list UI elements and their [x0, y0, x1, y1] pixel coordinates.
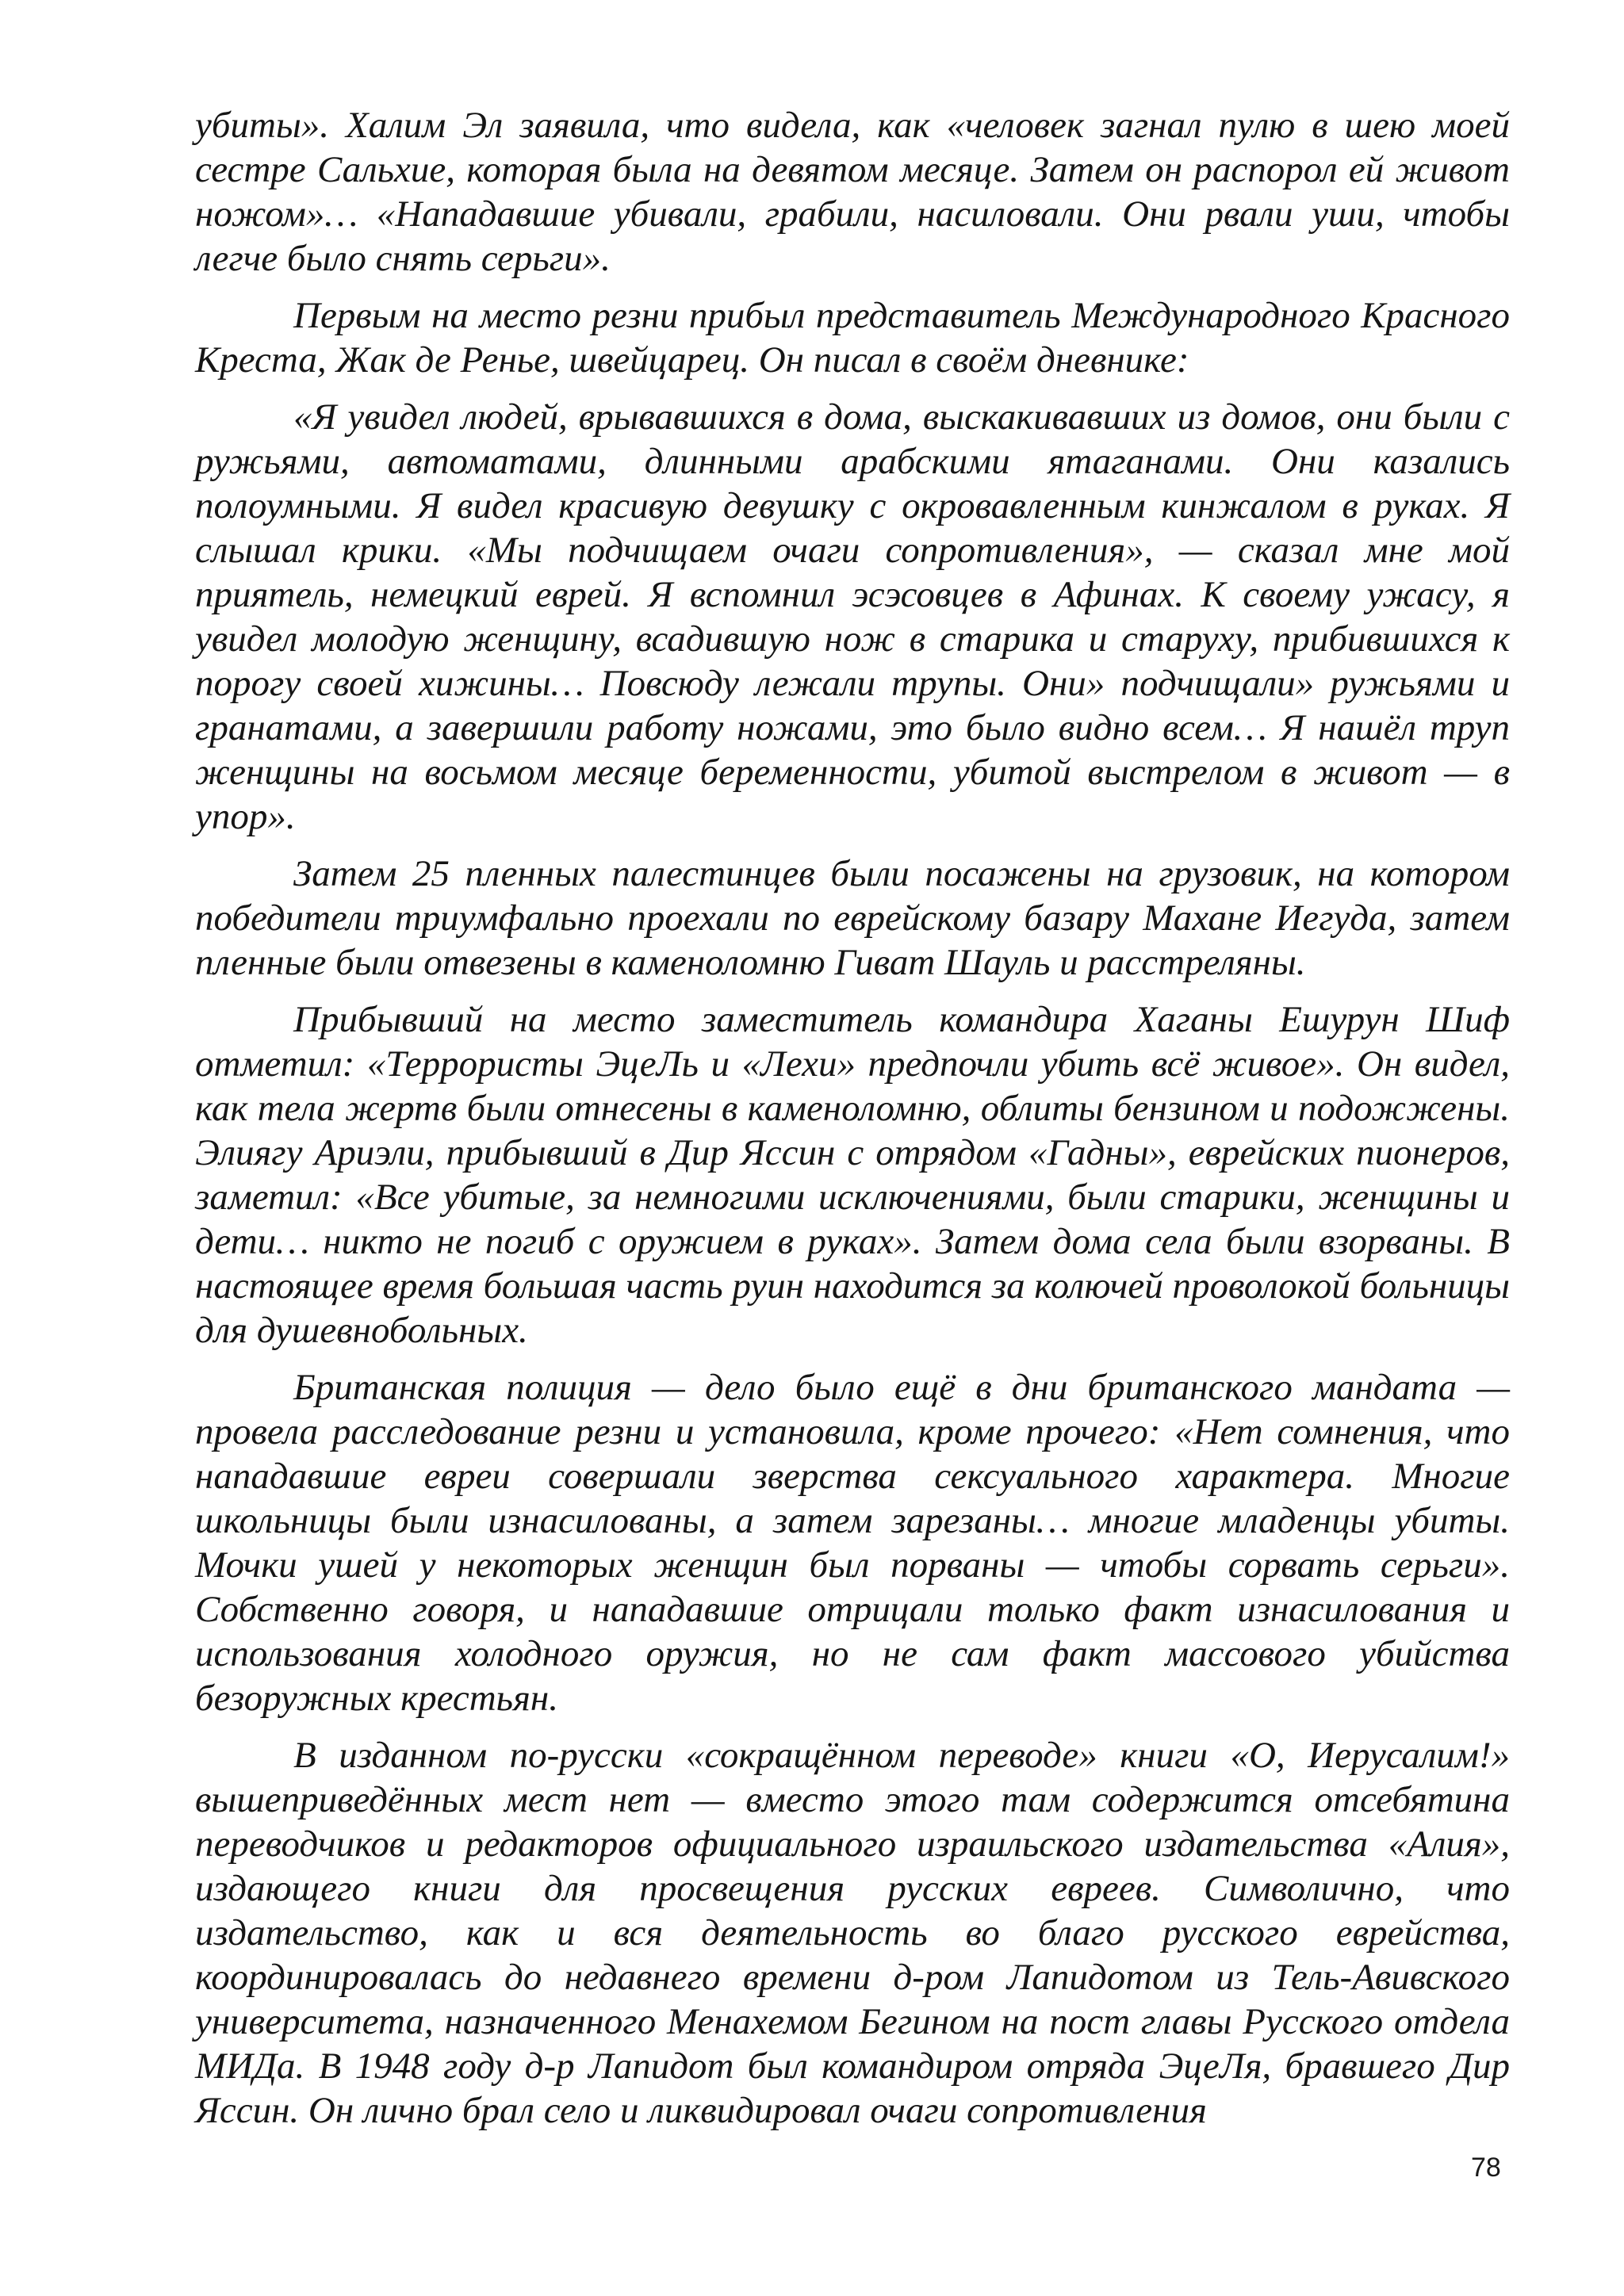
paragraph-2: Первым на место резни прибыл представитель Международного Красного Креста, Жак де Ренье, швейцарец. Он писал в своём дневнике:: [195, 295, 1510, 381]
page-number: 78: [1471, 2152, 1501, 2183]
document-body: [195, 103, 1510, 2145]
paragraph-5: Прибывший на место заместитель командира Хаганы Ешурун Шиф отметил: «Террористы ЭцеЛь и «Лехи» предпочли убить всё живое». Он видел, как тела жертв были отнесены в каменоломню, облиты бензином и подожжены. Элиягу Ариэли, прибывший в Дир Яссин с отрядом «Гадны», еврейских пионеров, заметил: «Все убитые, за немногими исключениями, были старики, женщины и дети… никто не погиб с оружием в руках». Затем дома села были взорваны. В настоящее время большая часть руин находится за колючей проволокой больницы для душевнобольных.: [195, 999, 1510, 1351]
paragraph-4: Затем 25 пленных палестинцев были посажены на грузовик, на котором победители триумфально проехали по еврейскому базару Махане Иегуда, затем пленные были отвезены в каменоломню Гиват Шауль и расстреляны.: [195, 853, 1510, 983]
paragraph-6: Британская полиция — дело было ещё в дни британского мандата — провела расследование резни и установила, кроме прочего: «Нет сомнения, что нападавшие евреи совершали зверства сексуального характера. Многие школьницы были изнасилованы, а затем зарезаны… многие младенцы убиты. Мочки ушей у некоторых женщин был порваны — чтобы сорвать серьги». Собственно говоря, и нападавшие отрицали только факт изнасилования и использования холодного оружия, но не сам факт массового убийства безоружных крестьян.: [195, 1367, 1510, 1719]
paragraph-1: убиты». Халим Эл заявила, что видела, как «человек загнал пулю в шею моей сестре Сальхие, которая была на девятом месяце. Затем он распорол ей живот ножом»… «Нападавшие убивали, грабили, насиловали. Они рвали уши, чтобы легче было снять серьги».: [195, 105, 1510, 279]
paragraph-3-quote: «Я увидел людей, врывавшихся в дома, выскакивавших из домов, они были с ружьями, автоматами, длинными арабскими ятаганами. Они казались полоумными. Я видел красивую девушку с окровавленным кинжалом в руках. Я слышал крики. «Мы подчищаем очаги сопротивления», — сказал мне мой приятель, немецкий еврей. Я вспомнил эсэсовцев в Афинах. К своему ужасу, я увидел молодую женщину, всадившую нож в старика и старуху, прибившихся к порогу своей хижины… Повсюду лежали трупы. Они» подчищали» ружьями и гранатами, а завершили работу ножами, это было видно всем… Я нашёл труп женщины на восьмом месяце беременности, убитой выстрелом в живот — в упор».: [195, 396, 1510, 837]
paragraph-7: В изданном по-русски «сокращённом переводе» книги «О, Иерусалим!» вышеприведённых мест нет — вместо этого там содержится отсебятина переводчиков и редакторов официального израильского издательства «Алия», издающего книги для просвещения русских евреев. Символично, что издательство, как и вся деятельность во благо русского еврейства, координировалась до недавнего времени д-ром Лапидотом из Тель-Авивского университета, назначенного Менахемом Бегином на пост главы Русского отдела МИДа. В 1948 году д-р Лапидот был командиром отряда ЭцеЛя, бравшего Дир Яссин. Он лично брал село и ликвидировал очаги сопротивления: [195, 1735, 1510, 2131]
